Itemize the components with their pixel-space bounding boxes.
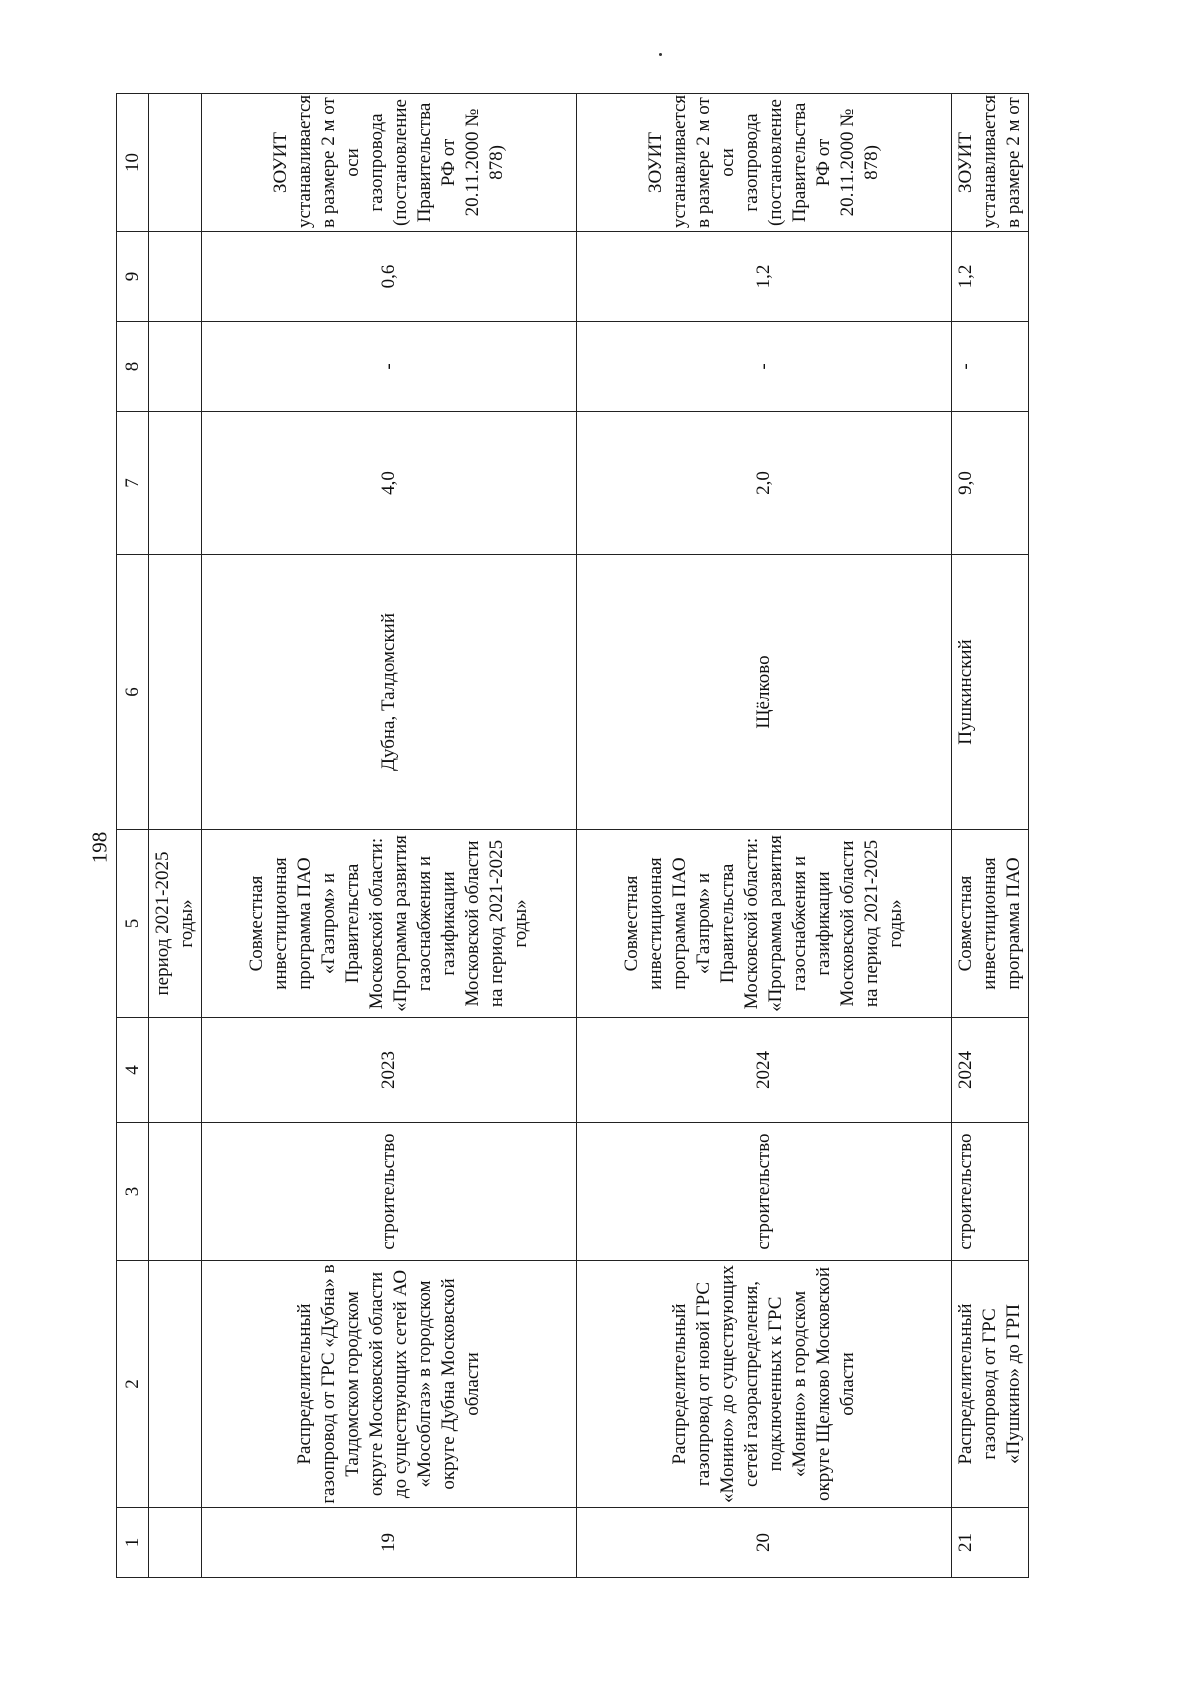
row-number: 21 [952,1508,1029,1578]
value-col7: 4,0 [202,412,577,555]
year: 2023 [202,1018,577,1123]
value-col9: 1,2 [577,232,952,322]
header-cell: 10 [117,94,149,232]
value-col9: 0,6 [202,232,577,322]
header-cell: 8 [117,322,149,412]
scan-speck [659,53,662,56]
empty-cell [149,94,202,232]
empty-cell [149,1123,202,1261]
location: Пушкинский [952,555,1029,830]
zone-note: ЗОУИТ устанавливается в размере 2 м от оси газопровода (постановление Правительства РФ от 20.11.2000 № 878) [577,94,952,232]
header-row [117,94,149,1578]
value-col7: 9,0 [952,412,1029,555]
location: Щёлково [577,555,952,830]
value-col8: - [202,322,577,412]
header-cell: 6 [117,555,149,830]
program: Совместная инвестиционная программа ПАО [952,830,1029,1018]
program: Совместная инвестиционная программа ПАО «Газпром» и Правительства Московской области: «Программа развития газоснабжения и газификации Московской области на период 2021-2025 годы» [202,830,577,1018]
empty-cell [149,1018,202,1123]
empty-cell [149,412,202,555]
value-col7: 2,0 [577,412,952,555]
program: Совместная инвестиционная программа ПАО «Газпром» и Правительства Московской области: «Программа развития газоснабжения и газификации Московской области на период 2021-2025 годы» [577,830,952,1018]
work-type: строительство [952,1123,1029,1261]
work-type: строительство [577,1123,952,1261]
infrastructure-table [116,93,1029,1578]
zone-note: ЗОУИТ устанавливается в размере 2 м от оси газопровода (постановление Правительства РФ от 20.11.2000 № 878) [202,94,577,232]
row-number: 19 [202,1508,577,1578]
empty-cell [149,232,202,322]
work-type: строительство [202,1123,577,1261]
continuation-row [149,94,202,1578]
table-row [577,94,952,1578]
empty-cell [149,1508,202,1578]
year: 2024 [952,1018,1029,1123]
zone-note: ЗОУИТ устанавливается в размере 2 м от [952,94,1029,232]
empty-cell [149,555,202,830]
table-row [202,94,577,1578]
header-cell: 3 [117,1123,149,1261]
table-row [952,94,1029,1578]
empty-cell [149,322,202,412]
header-cell: 4 [117,1018,149,1123]
value-col9: 1,2 [952,232,1029,322]
value-col8: - [952,322,1029,412]
empty-cell [149,1261,202,1508]
row-number: 20 [577,1508,952,1578]
rotated-table-container [116,94,1097,1578]
header-cell: 7 [117,412,149,555]
header-cell: 1 [117,1508,149,1578]
header-cell: 2 [117,1261,149,1508]
program-continuation-cell: период 2021-2025 годы» [149,830,202,1018]
object-name: Распределительный газопровод от ГРС «Пушкино» до ГРП [952,1261,1029,1508]
object-name: Распределительный газопровод от новой ГРС «Монино» до существующих сетей газораспределения, подключенных к ГРС «Монино» в городском округе Щелково Московской области [577,1261,952,1508]
value-col8: - [577,322,952,412]
header-cell: 9 [117,232,149,322]
header-cell: 5 [117,830,149,1018]
year: 2024 [577,1018,952,1123]
page-number: 198 [87,831,112,864]
location: Дубна, Талдомский [202,555,577,830]
object-name: Распределительный газопровод от ГРС «Дубна» в Талдомском городском округе Московской области до существующих сетей АО «Мособлгаз» в городском округе Дубна Московской области [202,1261,577,1508]
